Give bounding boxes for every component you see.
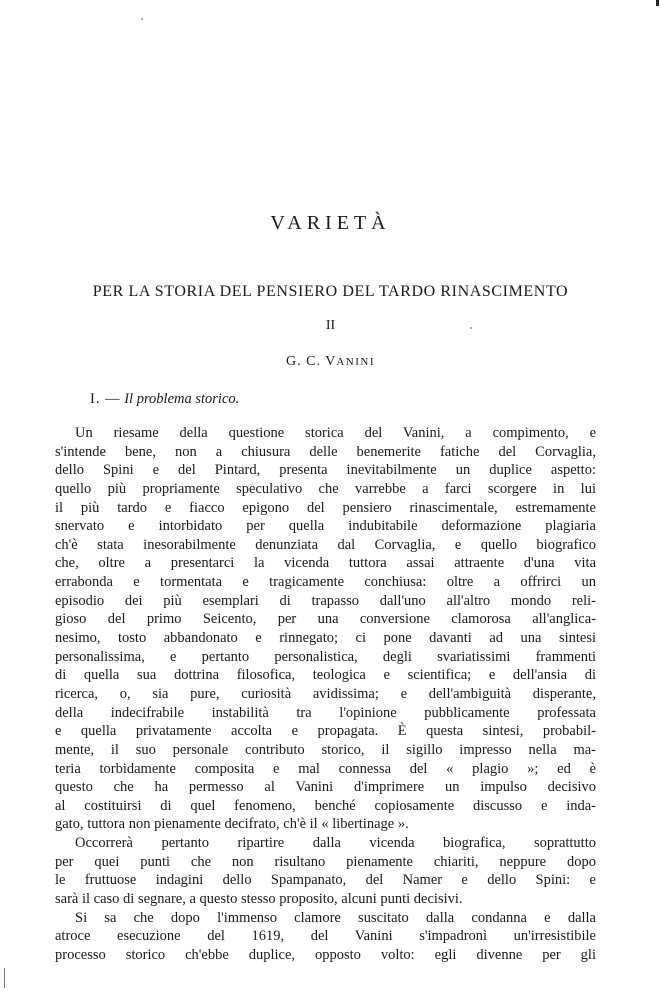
scan-mark [656,0,659,6]
text-line: il più tardo e fiacco epigono del pensiero rinascimentale, estremamente [55,499,596,516]
text-line: ch'è stata inesorabilmente denunziata dal Corvaglia, e quello biografico [55,536,596,553]
text-line: al costituirsi di quel fenomeno, benché copiosamente discusso e inda- [55,797,596,814]
text-line: Occorrerà pertanto ripartire dalla vicenda biografica, soprattutto [75,835,596,852]
text-line: atroce esecuzione del 1619, del Vanini s'impadronì un'irresistibile [55,928,596,945]
text-line: sarà il caso di segnare, a questo stesso proposito, alcuni punti decisivi. [55,891,463,908]
text-line: Si sa che dopo l'immenso clamore suscitato dalla condanna e dalla [75,909,596,926]
text-line: le fruttuose indagini dello Spampanato, del Namer e dello Spini: e [55,872,596,889]
text-line: nesimo, tosto abbandonato e rinnegato; ci pone davanti ad una sintesi [55,630,596,647]
article-title: PER LA STORIA DEL PENSIERO DEL TARDO RINASCIMENTO [92,283,569,300]
text-line: per quei punti che non risultano pienamente chiariti, neppure dopo [55,853,596,870]
scan-mark [4,968,5,988]
text-line: e quella privatamente accolta e propagata. È questa sintesi, probabil- [55,723,596,740]
text-line: ricerca, o, sia pure, curiosità avidissima; e dell'ambiguità disperante, [55,685,596,702]
text-line: snervato e intorbidato per quella indubitabile deformazione plagiaria [55,518,596,535]
part-number: II [325,318,336,333]
body-text [55,424,596,965]
text-line: teria torbidamente composita e mal connessa del « plagio »; ed è [55,760,596,777]
text-line: episodio dei più esemplari di trapasso dall'uno all'altro mondo reli- [55,592,596,609]
scan-speck [141,18,143,20]
subsection-heading [90,391,239,408]
author-surname: VANINI [325,354,375,369]
author-initials: G. C. [286,354,321,369]
author [0,354,661,370]
text-line: s'intende bene, non a chiusura delle benemerite fatiche del Corvaglia, [55,443,596,460]
text-line: dello Spini e del Pintard, presenta inevitabilmente un duplice aspetto: [55,462,596,479]
subsection-title: Il problema storico. [124,391,240,407]
text-line: errabonda e tormentata e tragicamente conchiusa: oltre a offrirci un [55,574,596,591]
text-line: processo storico ch'ebbe duplice, opposto volto: egli divenne per gli [55,946,596,963]
text-line: personalissima, e pertanto personalistica, degli svariatissimi frammenti [55,648,596,665]
text-line: Un riesame della questione storica del Vanini, a compimento, e [75,425,596,441]
text-line: gioso del primo Seicento, per una conversione clamorosa all'anglica- [55,611,596,628]
text-line: che, oltre a presentarci la vicenda tuttora assai attraente d'una vita [55,555,596,572]
text-line: della indecifrabile instabilità tra l'opinione pubblicamente professata [55,704,596,721]
text-line: quello più propriamente speculativo che varrebbe a farci scorgere in lui [55,480,596,497]
section-title: VARIETÀ [270,212,391,234]
text-line: questo che ha permesso al Vanini d'imprimere un impulso decisivo [55,779,596,796]
subsection-number: I. — [90,391,121,407]
text-line: mente, il suo personale contributo storico, il sigillo impresso nella ma- [55,741,596,758]
text-line: di quella sua dottrina filosofica, teologica e scientifica; e dell'ansia di [55,667,596,684]
text-line: gato, tuttora non pienamente decifrato, ch'è il « libertinage ». [55,816,409,833]
